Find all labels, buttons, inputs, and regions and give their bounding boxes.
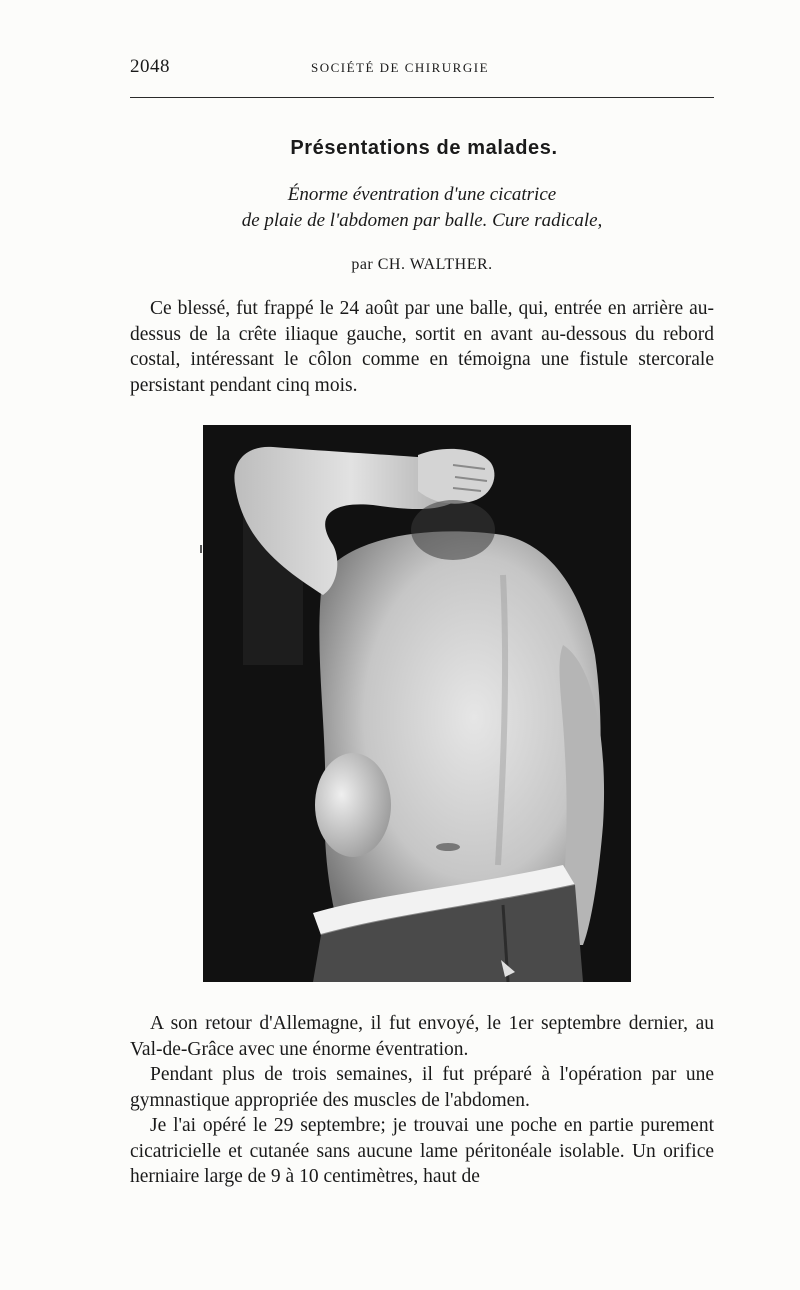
page-number: 2048 bbox=[130, 56, 170, 77]
tiny-mark bbox=[200, 545, 202, 553]
running-head: SOCIÉTÉ DE CHIRURGIE bbox=[310, 60, 490, 75]
article-author: par CH. WALTHER. bbox=[351, 256, 493, 273]
article-title-line-2: de plaie de l'abdomen par balle. Cure radicale, bbox=[241, 210, 603, 231]
section-title: Présentations de malades. bbox=[290, 137, 558, 159]
article-title bbox=[130, 182, 714, 234]
patient-photograph bbox=[203, 425, 631, 982]
paragraph-3: Pendant plus de trois semaines, il fut préparé à l'opération par une gymnastique appropriée des muscles de l'abdomen. bbox=[130, 1064, 714, 1111]
patient-photograph-icon bbox=[203, 425, 631, 982]
article-title-line-1: Énorme éventration d'une cicatrice bbox=[287, 184, 557, 205]
paragraph-4: Je l'ai opéré le 29 septembre; je trouvai une poche en partie purement cicatricielle et cutanée sans aucune lame péritonéale isolable. Un orifice herniaire large de 9 à 10 centimètres, haut de bbox=[130, 1115, 714, 1187]
header-rule bbox=[130, 97, 714, 98]
paragraph-2: A son retour d'Allemagne, il fut envoyé, le 1er septembre dernier, au Val-de-Grâce avec une énorme éventration. bbox=[130, 1013, 714, 1060]
paragraph-1: Ce blessé, fut frappé le 24 août par une balle, qui, entrée en arrière au-dessus de la crête iliaque gauche, sortit en avant au-dessous du rebord costal, intéressant le côlon comme en témoigna une fistule stercorale persistant pendant cinq mois. bbox=[130, 298, 714, 396]
